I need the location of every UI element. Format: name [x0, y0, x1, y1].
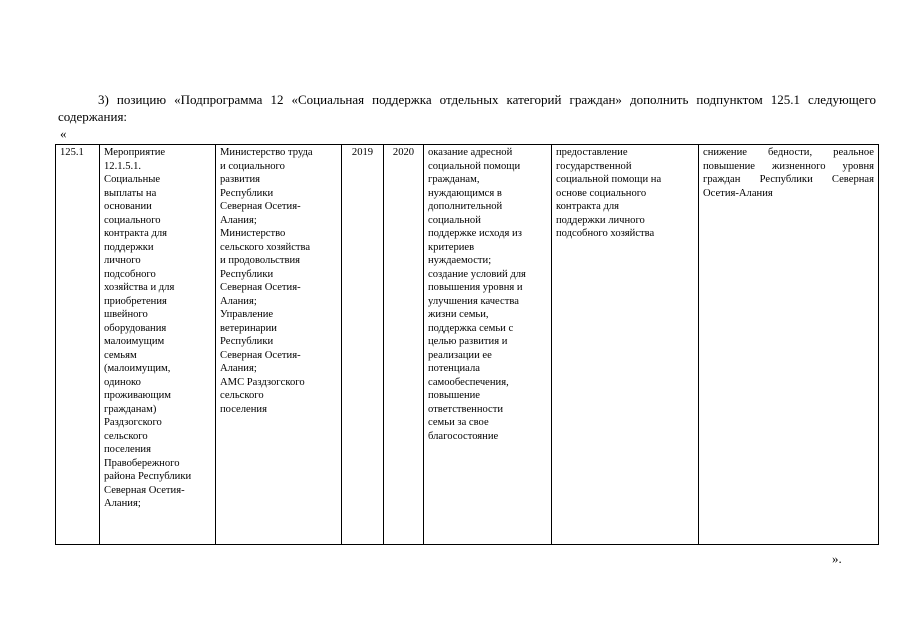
intro-text: 3) позицию «Подпрограмма 12 «Социальная поддержка отдельных категорий граждан» дополнить подпунктом 125.1 следующего содержания:: [58, 92, 876, 124]
executors-cell: Министерство труда и социального развития Республики Северная Осетия- Алания; Министерство сельского хозяйства и продовольствия Республики Северная Осетия- Алания; Управление ветеринарии Республики Северная Осетия- Алания; АМС Раздзогского сельского поселения: [216, 145, 342, 545]
opening-quote-mark: «: [60, 126, 67, 141]
measures-cell: предоставление государственной социальной помощи на основе социального контракта для поддержки личного подсобного хозяйства: [552, 145, 699, 545]
intro-paragraph: [58, 91, 876, 125]
description-cell: оказание адресной социальной помощи гражданам, нуждающимся в дополнительной социальной поддержке исходя из критериев нуждаемости; создание условий для повышения уровня и улучшения качества жизни семьи, поддержка семьи с целью развития и реализации ее потенциала самообеспечения, повышение ответственности семьи за свое благосостояние: [424, 145, 552, 545]
event-name-cell: Мероприятие 12.1.5.1. Социальные выплаты на основании социального контракта для поддержки личного подсобного хозяйства и для приобретения швейного оборудования малоимущим семьям (малоимущим, одиноко проживающим гражданам) Раздзогского сельского поселения Правобережного района Республики Северная Осетия- Алания;: [100, 145, 216, 545]
start-year-cell: 2019: [342, 145, 384, 545]
expected-result-cell: снижение бедности, реальное повышение жизненного уровня граждан Республики Северная Осетия-Алания: [699, 145, 879, 545]
subprogram-table: [55, 144, 879, 545]
item-number-cell: 125.1: [56, 145, 100, 545]
table-row: [56, 145, 879, 545]
end-year-cell: 2020: [384, 145, 424, 545]
closing-quote-mark: ».: [832, 551, 842, 566]
